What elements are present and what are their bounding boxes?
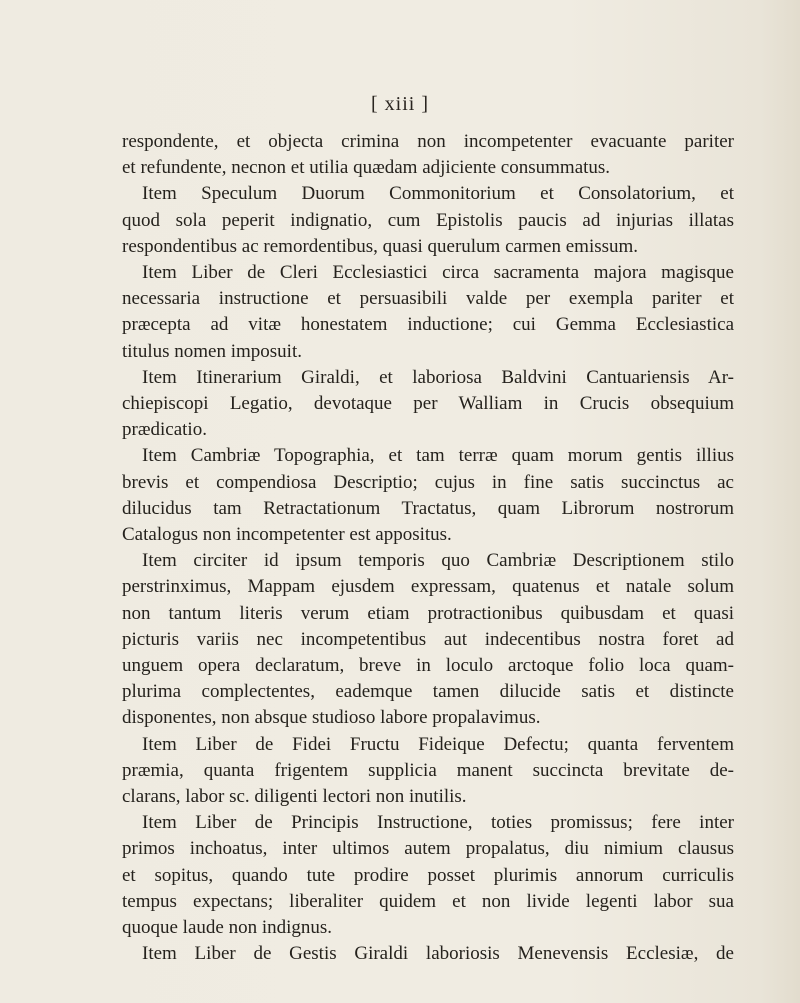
text-line: Item Cambriæ Topographia, et tam terræ quam morum gentis illius	[142, 445, 734, 467]
text-line: disponentes, non absque studioso labore propalavimus.	[122, 707, 541, 729]
text-line: et sopitus, quando tute prodire posset plurimis annorum curriculis	[122, 864, 734, 886]
text-line: tempus expectans; liberaliter quidem et non livide legenti labor sua	[122, 890, 734, 912]
text-line: Catalogus non incompetenter est appositus.	[122, 524, 452, 546]
text-line: Item Liber de Fidei Fructu Fideique Defectu; quanta ferventem	[142, 733, 734, 755]
paragraph	[122, 810, 734, 941]
text-line: dilucidus tam Retractationum Tractatus, quam Librorum nostrorum	[122, 497, 734, 519]
page-number: [ xiii ]	[371, 93, 429, 115]
paragraph	[122, 260, 734, 365]
text-line: necessaria instructione et persuasibili valde per exempla pariter et	[122, 288, 734, 310]
text-line: respondente, et objecta crimina non incompetenter evacuante pariter	[122, 131, 734, 152]
paragraph	[122, 548, 734, 731]
text-line: Item Liber de Cleri Ecclesiastici circa sacramenta majora magisque	[142, 262, 734, 284]
text-line: respondentibus ac remordentibus, quasi querulum carmen emissum.	[122, 235, 639, 257]
paragraph	[122, 129, 734, 181]
text-line: picturis variis nec incompetentibus aut indecentibus nostra foret ad	[122, 628, 734, 650]
text-line: primos inchoatus, inter ultimos autem propalatus, diu nimium clausus	[122, 838, 734, 860]
text-line: Item Liber de Principis Instructione, toties promissus; fere inter	[142, 812, 734, 834]
body-text	[122, 129, 734, 968]
text-line: titulus nomen imposuit.	[122, 340, 302, 362]
text-line: Item Itinerarium Giraldi, et laboriosa Baldvini Cantuariensis Ar-	[142, 366, 734, 388]
text-line: præcepta ad vitæ honestatem inductione; cui Gemma Ecclesiastica	[122, 314, 734, 336]
paragraph	[122, 941, 734, 967]
paragraph	[122, 443, 734, 548]
text-line: Item Speculum Duorum Commonitorium et Consolatorium, et	[142, 183, 734, 205]
text-line: quod sola peperit indignatio, cum Epistolis paucis ad injurias illatas	[122, 209, 734, 231]
paragraph	[122, 181, 734, 260]
paragraph	[122, 365, 734, 444]
text-line: plurima complectentes, eademque tamen dilucide satis et distincte	[122, 681, 734, 703]
text-line: et refundente, necnon et utilia quædam adjiciente consummatus.	[122, 157, 611, 179]
text-line: Item circiter id ipsum temporis quo Cambriæ Descriptionem stilo	[142, 550, 734, 572]
text-line: chiepiscopi Legatio, devotaque per Walliam in Crucis obsequium	[122, 393, 734, 415]
text-line: unguem opera declaratum, breve in loculo arctoque folio loca quam-	[122, 655, 734, 677]
text-line: non tantum literis verum etiam protractionibus quibusdam et quasi	[122, 602, 734, 624]
text-line: clarans, labor sc. diligenti lectori non inutilis.	[122, 786, 467, 808]
text-line: prædicatio.	[122, 419, 207, 441]
text-line: quoque laude non indignus.	[122, 917, 333, 939]
paragraph	[122, 732, 734, 811]
text-line: brevis et compendiosa Descriptio; cujus in fine satis succinctus ac	[122, 471, 734, 493]
text-line: præmia, quanta frigentem supplicia manent succincta brevitate de-	[122, 759, 734, 781]
text-line: perstrinximus, Mappam ejusdem expressam, quatenus et natale solum	[122, 576, 734, 598]
text-line: Item Liber de Gestis Giraldi laboriosis Menevensis Ecclesiæ, de	[142, 943, 734, 965]
